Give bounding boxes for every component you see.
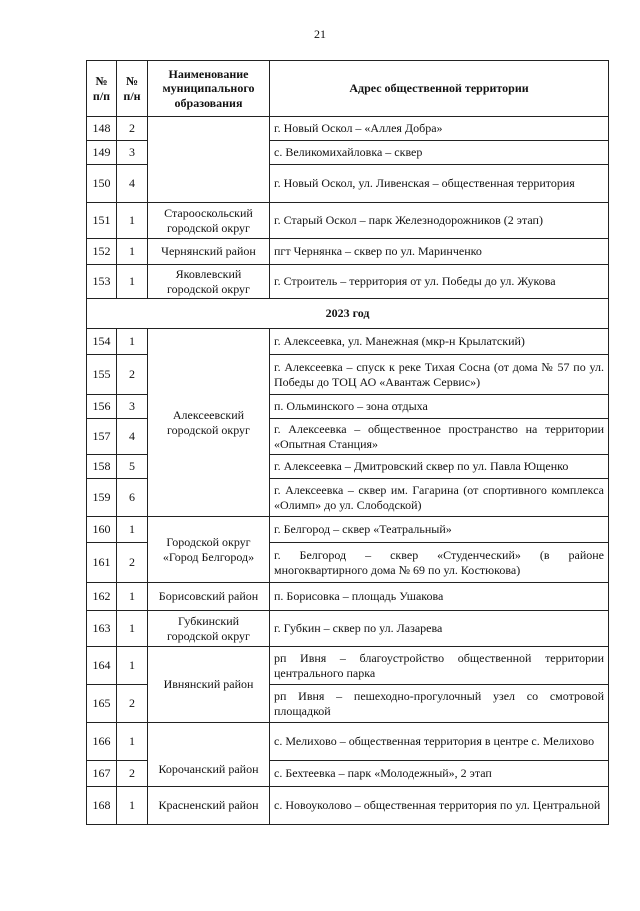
- row-sub-num: 1: [117, 329, 148, 355]
- row-address: с. Новоуколово – общественная территория по ул. Центральной: [270, 787, 609, 825]
- row-municipality: Борисовский район: [148, 583, 270, 611]
- table-row: [87, 239, 609, 265]
- row-num: 155: [87, 355, 117, 395]
- header-address: Адрес общественной территории: [270, 61, 609, 117]
- row-num: 156: [87, 395, 117, 419]
- row-address: рп Ивня – благоустройство общественной территории центрального парка: [270, 647, 609, 685]
- row-num: 166: [87, 723, 117, 761]
- row-sub-num: 4: [117, 165, 148, 203]
- table-row: [87, 787, 609, 825]
- row-address: пгт Чернянка – сквер по ул. Маринченко: [270, 239, 609, 265]
- row-address: г. Алексеевка – общественное пространство на территории «Опытная Станция»: [270, 419, 609, 455]
- row-num: 164: [87, 647, 117, 685]
- row-sub-num: 1: [117, 583, 148, 611]
- row-address: г. Алексеевка – сквер им. Гагарина (от спортивного комплекса «Олимп» до ул. Слободской): [270, 479, 609, 517]
- row-municipality: Красненский район: [148, 787, 270, 825]
- row-address: г. Алексеевка – Дмитровский сквер по ул. Павла Ющенко: [270, 455, 609, 479]
- row-sub-num: 1: [117, 203, 148, 239]
- row-num: 149: [87, 141, 117, 165]
- row-num: 151: [87, 203, 117, 239]
- header-municipality: Наименование муниципального образования: [148, 61, 270, 117]
- row-address: г. Новый Оскол, ул. Ливенская – общественная территория: [270, 165, 609, 203]
- table-row: [87, 203, 609, 239]
- table-row: [87, 329, 609, 355]
- row-address: г. Строитель – территория от ул. Победы до ул. Жукова: [270, 265, 609, 299]
- row-municipality: Яковлевский городской округ: [148, 265, 270, 299]
- row-sub-num: 6: [117, 479, 148, 517]
- row-sub-num: 2: [117, 355, 148, 395]
- table-header-row: [87, 61, 609, 117]
- row-sub-num: 2: [117, 117, 148, 141]
- row-num: 150: [87, 165, 117, 203]
- municipality-ivnyansky: Ивнянский район: [148, 647, 270, 723]
- row-address: г. Алексеевка, ул. Манежная (мкр-н Крылатский): [270, 329, 609, 355]
- row-num: 168: [87, 787, 117, 825]
- row-num: 160: [87, 517, 117, 543]
- table-row: [87, 117, 609, 141]
- row-sub-num: 3: [117, 395, 148, 419]
- row-municipality: Чернянский район: [148, 239, 270, 265]
- row-sub-num: 1: [117, 265, 148, 299]
- public-territories-table: [86, 60, 609, 825]
- table-row: [87, 265, 609, 299]
- row-address: г. Старый Оскол – парк Железнодорожников (2 этап): [270, 203, 609, 239]
- row-num: 165: [87, 685, 117, 723]
- header-num: № п/п: [87, 61, 117, 117]
- row-num: 154: [87, 329, 117, 355]
- year-label: 2023 год: [87, 299, 609, 329]
- row-num: 148: [87, 117, 117, 141]
- table-row: [87, 723, 609, 761]
- municipality-alekseevsky: Алексеевский городской округ: [148, 329, 270, 517]
- row-address: с. Бехтеевка – парк «Молодежный», 2 этап: [270, 761, 609, 787]
- table-row: [87, 611, 609, 647]
- row-municipality: Губкинский городской округ: [148, 611, 270, 647]
- row-sub-num: 1: [117, 239, 148, 265]
- row-num: 157: [87, 419, 117, 455]
- municipality-belgorod: Городской округ «Город Белгород»: [148, 517, 270, 583]
- row-address: п. Борисовка – площадь Ушакова: [270, 583, 609, 611]
- municipality-cell-empty: [148, 117, 270, 203]
- row-address: г. Белгород – сквер «Студенческий» (в районе многоквартирного дома № 69 по ул. Костюкова): [270, 543, 609, 583]
- municipality-korochansky: Корочанский район: [148, 723, 270, 787]
- row-address: рп Ивня – пешеходно-прогулочный узел со смотровой площадкой: [270, 685, 609, 723]
- row-num: 167: [87, 761, 117, 787]
- row-address: г. Губкин – сквер по ул. Лазарева: [270, 611, 609, 647]
- header-sub-num: № п/н: [117, 61, 148, 117]
- row-sub-num: 1: [117, 647, 148, 685]
- row-sub-num: 2: [117, 685, 148, 723]
- table-row: [87, 517, 609, 543]
- row-sub-num: 2: [117, 761, 148, 787]
- row-sub-num: 1: [117, 611, 148, 647]
- row-address: п. Ольминского – зона отдыха: [270, 395, 609, 419]
- row-sub-num: 1: [117, 723, 148, 761]
- row-sub-num: 1: [117, 517, 148, 543]
- row-sub-num: 3: [117, 141, 148, 165]
- row-address: г. Алексеевка – спуск к реке Тихая Сосна (от дома № 57 по ул. Победы до ТОЦ АО «Авантаж Сервис»): [270, 355, 609, 395]
- row-num: 161: [87, 543, 117, 583]
- row-sub-num: 5: [117, 455, 148, 479]
- page-number: 21: [314, 27, 326, 41]
- table-row: [87, 647, 609, 685]
- row-sub-num: 1: [117, 787, 148, 825]
- year-separator-row: [87, 299, 609, 329]
- row-num: 158: [87, 455, 117, 479]
- row-municipality: Старооскольский городской округ: [148, 203, 270, 239]
- row-address: с. Мелихово – общественная территория в центре с. Мелихово: [270, 723, 609, 761]
- row-address: г. Белгород – сквер «Театральный»: [270, 517, 609, 543]
- row-sub-num: 2: [117, 543, 148, 583]
- row-sub-num: 4: [117, 419, 148, 455]
- row-num: 153: [87, 265, 117, 299]
- row-address: с. Великомихайловка – сквер: [270, 141, 609, 165]
- table-row: [87, 583, 609, 611]
- row-num: 159: [87, 479, 117, 517]
- row-address: г. Новый Оскол – «Аллея Добра»: [270, 117, 609, 141]
- row-num: 162: [87, 583, 117, 611]
- row-num: 163: [87, 611, 117, 647]
- row-num: 152: [87, 239, 117, 265]
